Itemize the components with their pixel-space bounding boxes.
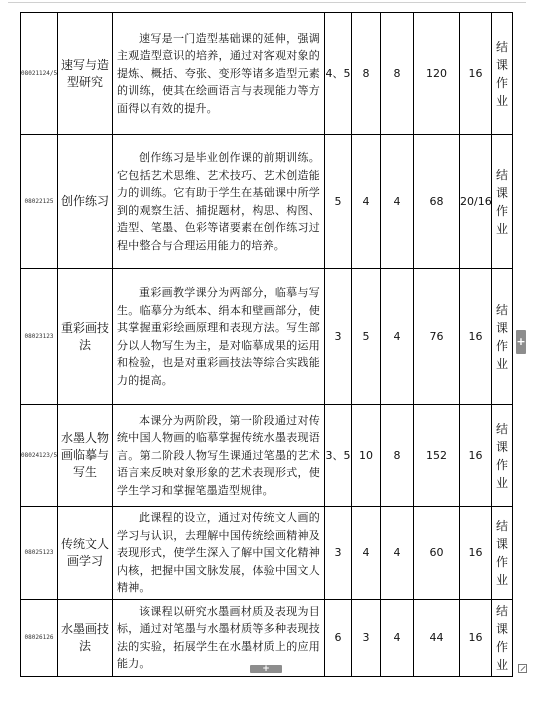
course-code: 08022125: [21, 135, 58, 269]
course-description: 重彩画教学课分为两部分，临摹与写生。临摹分为纸本、绢本和壁画部分，使其掌握重彩绘画原理和表现方法。写生部分以人物写生为主，是对临摹成果的运用和检验，也是对重彩画技法等综合实践能力的提高。: [113, 269, 325, 405]
course-weeks: 3: [352, 599, 381, 676]
course-hours-per-week: 4: [381, 507, 414, 600]
course-total-hours: 60: [414, 507, 460, 600]
course-semester: 4、5: [325, 13, 352, 135]
table-row: [21, 269, 513, 405]
course-weeks: 5: [352, 269, 381, 405]
course-semester: 6: [325, 599, 352, 676]
course-assessment: 结课作业: [492, 599, 513, 676]
course-code: 08024123/5: [21, 405, 58, 507]
course-credits: 16: [460, 599, 492, 676]
course-code: 08023123: [21, 269, 58, 405]
course-hours-per-week: 8: [381, 13, 414, 135]
course-hours-per-week: 4: [381, 135, 414, 269]
course-hours-per-week: 4: [381, 269, 414, 405]
course-code: 08025123: [21, 507, 58, 600]
course-weeks: 4: [352, 507, 381, 600]
course-total-hours: 152: [414, 405, 460, 507]
course-hours-per-week: 8: [381, 405, 414, 507]
course-semester: 3: [325, 507, 352, 600]
table-row: [21, 13, 513, 135]
course-name: 水墨画技法: [58, 599, 113, 676]
course-credits: 20/16: [460, 135, 492, 269]
course-hours-per-week: 4: [381, 599, 414, 676]
table-resize-handle[interactable]: [518, 664, 527, 673]
course-table: [20, 12, 513, 677]
course-assessment: 结课作业: [492, 507, 513, 600]
course-description: 该课程以研究水墨画材质及表现为目标，通过对笔墨与水墨材质等多种表现技法的实验，拓展学生在水墨材质上的应用能力。: [113, 599, 325, 676]
course-credits: 16: [460, 269, 492, 405]
course-total-hours: 68: [414, 135, 460, 269]
course-semester: 3、5: [325, 405, 352, 507]
course-credits: 16: [460, 405, 492, 507]
course-credits: 16: [460, 507, 492, 600]
course-code: 08026126: [21, 599, 58, 676]
course-total-hours: 120: [414, 13, 460, 135]
course-name: 速写与造型研究: [58, 13, 113, 135]
course-description: 创作练习是毕业创作课的前期训练。它包括艺术思维、艺术技巧、艺术创造能力的训练。它有助于学生在基础课中所学到的观察生活、捕捉题材，构思、构图、造型、笔墨、色彩等诸要素在创作练习过程中整合与合理运用能力的培养。: [113, 135, 325, 269]
course-assessment: 结课作业: [492, 405, 513, 507]
course-weeks: 10: [352, 405, 381, 507]
course-assessment: 结课作业: [492, 269, 513, 405]
course-assessment: 结课作业: [492, 135, 513, 269]
course-name: 传统文人画学习: [58, 507, 113, 600]
course-name: 创作练习: [58, 135, 113, 269]
page-top-border: [8, 2, 526, 3]
course-description: 此课程的设立，通过对传统文人画的学习与认识，去理解中国传统绘画精神及表现形式，使学生深入了解中国文化精神内核，把握中国文脉发展，体验中国文人精神。: [113, 507, 325, 600]
table-row: [21, 507, 513, 600]
course-semester: 3: [325, 269, 352, 405]
course-total-hours: 76: [414, 269, 460, 405]
course-semester: 5: [325, 135, 352, 269]
course-name: 重彩画技法: [58, 269, 113, 405]
table-row: [21, 135, 513, 269]
add-column-handle[interactable]: +: [516, 330, 526, 354]
add-row-handle[interactable]: +: [250, 665, 282, 673]
course-assessment: 结课作业: [492, 13, 513, 135]
table-row: [21, 405, 513, 507]
course-description: 本课分为两阶段，第一阶段通过对传统中国人物画的临摹掌握传统水墨表现语言。第二阶段人物写生课通过笔墨的艺术语言来反映对象形象的艺术表现形式，使学生学习和掌握笔墨造型规律。: [113, 405, 325, 507]
course-credits: 16: [460, 13, 492, 135]
course-name: 水墨人物画临摹与写生: [58, 405, 113, 507]
course-weeks: 8: [352, 13, 381, 135]
course-description: 速写是一门造型基础课的延伸，强调主观造型意识的培养，通过对客观对象的提炼、概括、夸张、变形等诸多造型元素的训练，使其在绘画语言与表现能力等方面得以有效的提升。: [113, 13, 325, 135]
course-total-hours: 44: [414, 599, 460, 676]
course-code: 08021124/5: [21, 13, 58, 135]
course-weeks: 4: [352, 135, 381, 269]
